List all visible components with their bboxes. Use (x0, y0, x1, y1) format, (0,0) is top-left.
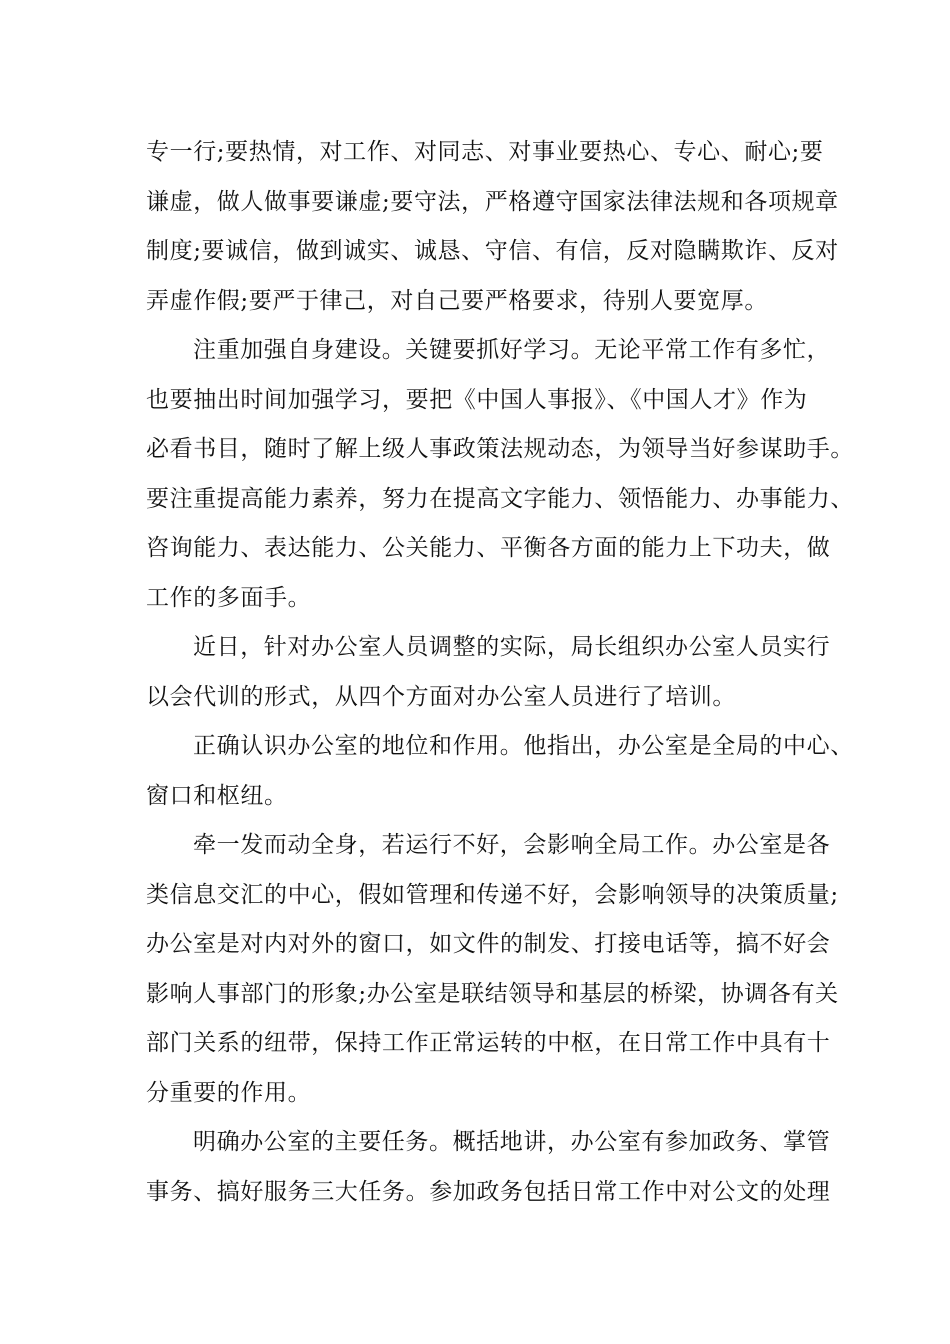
text-line: 部门关系的纽带，保持工作正常运转的中枢，在日常工作中具有十 (146, 1030, 831, 1056)
text-line: 咨询能力、表达能力、公关能力、平衡各方面的能力上下功夫，做 (146, 535, 831, 561)
text-line: 类信息交汇的中心，假如管理和传递不好，会影响领导的决策质量; (146, 881, 839, 908)
text-line: 事务、搞好服务三大任务。参加政务包括日常工作中对公文的处理 (146, 1178, 831, 1205)
text-line: 分重要的作用。 (146, 1079, 312, 1106)
text-line: 工作的多面手。 (146, 584, 312, 611)
text-line: 谦虚，做人做事要谦虚;要守法，严格遵守国家法律法规和各项规章 (146, 188, 839, 215)
text-line: 必看书目，随时了解上级人事政策法规动态，为领导当好参谋助手。 (146, 436, 854, 462)
text-line: 注重加强自身建设。关键要抓好学习。无论平常工作有多忙， (193, 337, 831, 363)
document-body (146, 128, 854, 1217)
text-line: 影响人事部门的形象;办公室是联结领导和基层的桥梁，协调各有关 (146, 980, 839, 1007)
text-line: 近日，针对办公室人员调整的实际，局长组织办公室人员实行 (193, 634, 831, 660)
text-line: 以会代训的形式，从四个方面对办公室人员进行了培训。 (146, 683, 736, 710)
text-line: 办公室是对内对外的窗口，如文件的制发、打接电话等，搞不好会 (146, 931, 831, 957)
text-line: 弄虚作假;要严于律己，对自己要严格要求，待别人要宽厚。 (146, 287, 768, 314)
text-line: 牵一发而动全身，若运行不好，会影响全局工作。办公室是各 (193, 832, 831, 858)
text-line: 制度;要诚信，做到诚实、诚恳、守信、有信，反对隐瞒欺诈、反对 (146, 238, 839, 264)
text-line: 窗口和枢纽。 (146, 782, 288, 809)
text-line: 也要抽出时间加强学习，要把《中国人事报》、《中国人才》作为 (146, 386, 808, 413)
text-line: 专一行;要热情，对工作、对同志、对事业要热心、专心、耐心;要 (146, 139, 824, 165)
text-line: 要注重提高能力素养，努力在提高文字能力、领悟能力、办事能力、 (146, 485, 854, 512)
text-line: 正确认识办公室的地位和作用。他指出，办公室是全局的中心、 (193, 733, 854, 759)
text-line: 明确办公室的主要任务。概括地讲，办公室有参加政务、掌管 (193, 1129, 831, 1155)
